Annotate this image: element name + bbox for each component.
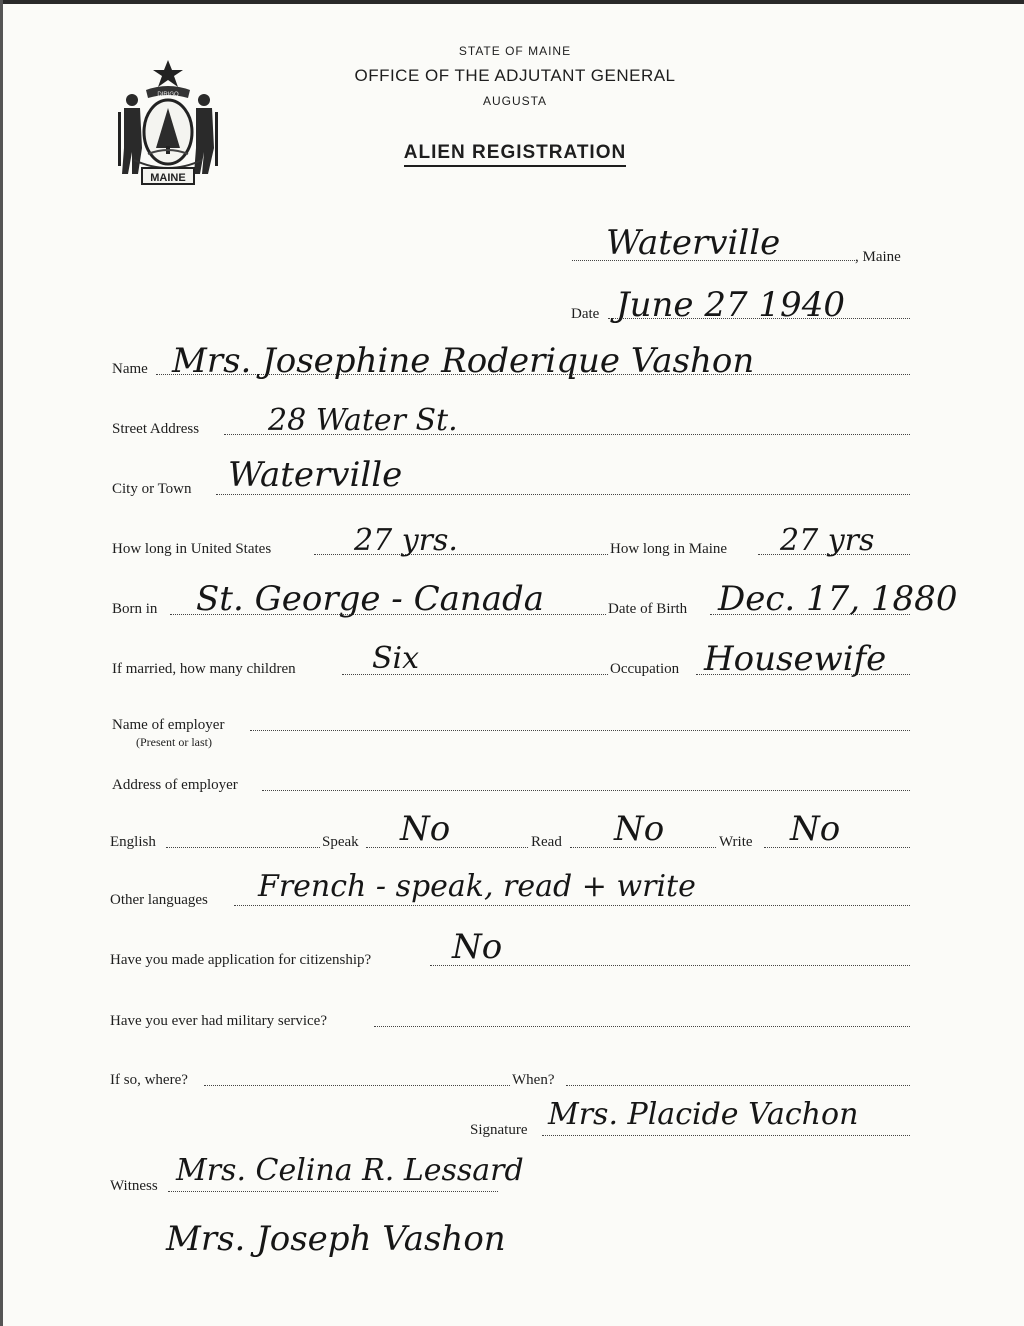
military-label: Have you ever had military service? [110,1013,327,1029]
write-handwriting: No [790,809,841,849]
read-handwriting: No [614,809,665,849]
english-label: English [110,834,156,850]
form-title [300,142,730,164]
when-line [566,1085,910,1086]
occupation-handwriting: Housewife [704,639,887,679]
maine-state-seal-icon [112,56,224,192]
witness-handwriting: Mrs. Celina R. Lessard [176,1153,524,1188]
read-label: Read [531,834,562,850]
employer-line [250,730,910,731]
write-label: Write [719,834,753,850]
city-heading: AUGUSTA [482,94,548,108]
employer-address-line [262,790,910,791]
city-handwriting: Waterville [228,455,403,495]
speak-label: Speak [322,834,359,850]
other-languages-handwriting: French - speak, read + write [258,869,696,904]
dob-label: Date of Birth [608,601,688,617]
second-witness-handwriting: Mrs. Joseph Vashon [166,1219,506,1259]
form-title-text: ALIEN REGISTRATION [404,142,626,167]
other-languages-label: Other languages [110,892,208,908]
name-handwriting: Mrs. Josephine Roderique Vashon [172,341,755,381]
maine-label: , Maine [855,249,901,265]
citizenship-handwriting: No [452,927,503,967]
city-label: City or Town [112,481,192,497]
employer-label: Name of employer [112,717,225,733]
born-handwriting: St. George - Canada [196,579,545,619]
witness-line [168,1191,498,1192]
date-label: Date [571,306,600,322]
maine-duration-label: How long in Maine [610,541,728,557]
state-heading: STATE OF MAINE [458,44,572,58]
street-label: Street Address [112,421,200,437]
children-handwriting: Six [372,641,420,676]
military-line [374,1026,910,1027]
employer-address-label: Address of employer [112,777,238,793]
citizenship-label: Have you made application for citizenship? [110,952,372,968]
us-duration-label: How long in United States [112,541,272,557]
where-label: If so, where? [110,1072,188,1088]
scan-top-edge [0,0,1024,4]
seal-motto-text: DIRIGO [157,92,179,98]
witness-label: Witness [110,1178,158,1194]
maine-duration-handwriting: 27 yrs [780,523,875,558]
signature-label: Signature [470,1122,528,1138]
where-line [204,1085,510,1086]
scan-left-edge [0,0,3,1326]
other-languages-line [234,905,910,906]
signature-line [542,1135,910,1136]
date-handwriting: June 27 1940 [616,285,845,325]
english-line [166,847,320,848]
employer-sublabel: (Present or last) [136,735,212,749]
speak-handwriting: No [400,809,451,849]
town-handwriting: Waterville [606,223,781,263]
street-handwriting: 28 Water St. [268,403,458,438]
dob-handwriting: Dec. 17, 1880 [718,579,958,619]
occupation-label: Occupation [610,661,680,677]
us-duration-handwriting: 27 yrs. [354,523,458,558]
office-heading: OFFICE OF THE ADJUTANT GENERAL [354,66,676,85]
children-label: If married, how many children [112,661,296,677]
when-label: When? [512,1072,555,1088]
born-label: Born in [112,601,158,617]
citizenship-line [430,965,910,966]
signature-handwriting: Mrs. Placide Vachon [548,1097,859,1132]
seal-name-text: MAINE [150,172,186,184]
name-label: Name [112,361,148,377]
